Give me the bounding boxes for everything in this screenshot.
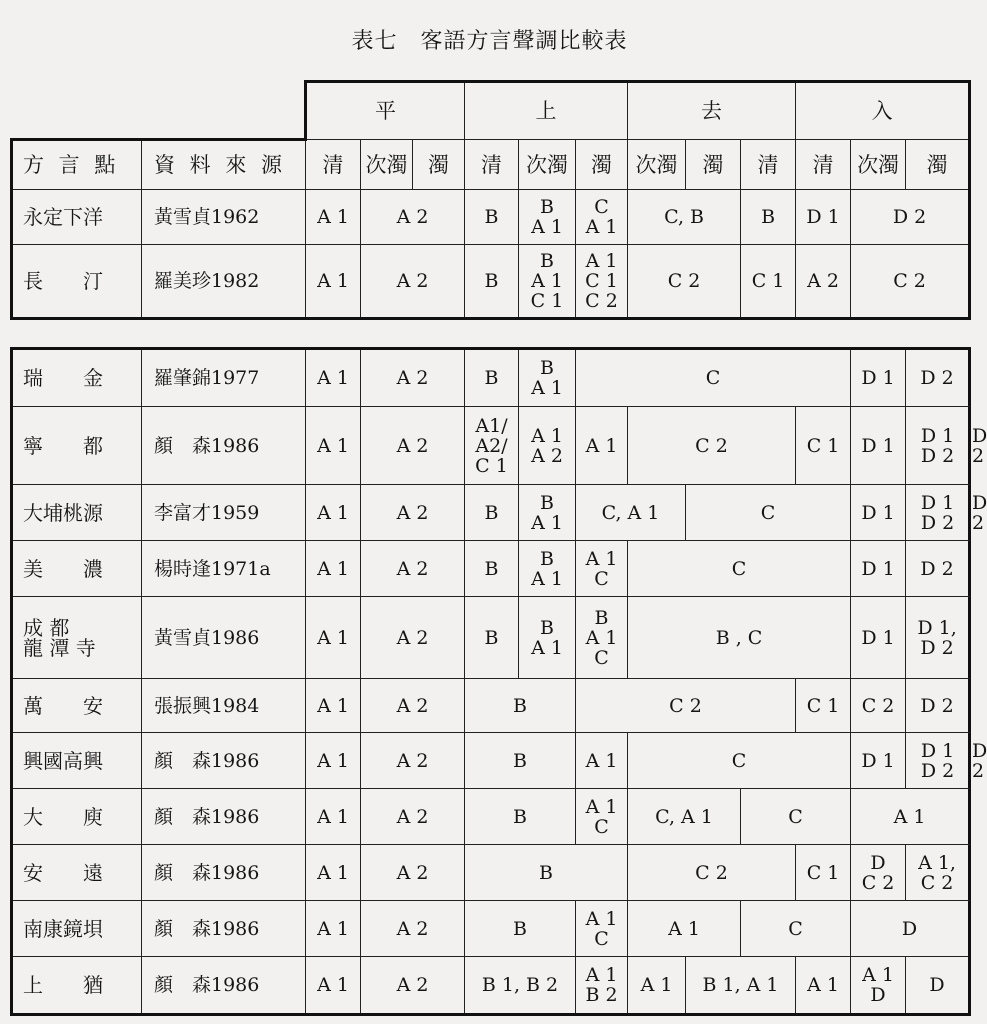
tone-cell-line: D 1 bbox=[920, 739, 955, 762]
tone-cell: A 1 bbox=[306, 597, 361, 679]
tone-cell: B , C bbox=[628, 597, 851, 679]
tone-cell: D 1 bbox=[851, 733, 906, 789]
tone-cell: A 2 bbox=[361, 733, 465, 789]
tone-cell: B bbox=[465, 190, 519, 245]
tone-cell-line: C bbox=[594, 646, 609, 669]
col-header: 次濁 bbox=[628, 140, 686, 190]
tone-cell-line: B bbox=[540, 196, 554, 218]
data-source: 顏 森1986 bbox=[142, 789, 306, 845]
tone-cell: B bbox=[465, 733, 576, 789]
tone-cell-line: A 1 bbox=[585, 964, 618, 986]
tone-cell bbox=[576, 597, 628, 679]
data-source: 顏 森1986 bbox=[142, 901, 306, 957]
tone-cell-line: C 1 bbox=[530, 290, 564, 312]
tone-cell: C bbox=[628, 733, 851, 789]
tone-cell-line: D bbox=[870, 984, 886, 1006]
tone-cell: A 2 bbox=[361, 789, 465, 845]
tone-cell-line: A 1 bbox=[585, 216, 618, 238]
tone-cell bbox=[576, 190, 628, 245]
tone-table-bottom bbox=[10, 347, 987, 1016]
tone-cell bbox=[851, 845, 906, 901]
tone-cell: B 1, B 2 bbox=[465, 957, 576, 1015]
tone-cell bbox=[906, 733, 970, 789]
dialect-place: 萬 安 bbox=[12, 679, 142, 733]
table-row: 興國高興 顏 森1986 A 1 A 2 B A 1 C D 1 D 1 D 2 D 2 bbox=[12, 733, 970, 789]
tone-cell bbox=[576, 245, 628, 319]
tone-cell: A 1 bbox=[576, 733, 628, 789]
tone-cell bbox=[519, 245, 576, 319]
tone-cell: A 2 bbox=[361, 485, 465, 541]
tone-cell: B bbox=[465, 597, 519, 679]
tone-cell: C bbox=[741, 789, 851, 845]
tone-cell: C 1 bbox=[796, 407, 851, 485]
tone-cell-line: B bbox=[594, 606, 609, 629]
tone-cell: A 2 bbox=[796, 245, 851, 319]
group-header-shang: 上 bbox=[465, 82, 628, 140]
tone-cell: A 2 bbox=[361, 901, 465, 957]
tone-cell: A 1, C 2 bbox=[906, 845, 970, 901]
tone-cell: A 2 bbox=[361, 349, 465, 407]
tone-cell-line: D 2 bbox=[920, 511, 955, 534]
tone-cell: D 1 bbox=[851, 485, 906, 541]
dialect-place: 南康鏡垻 bbox=[12, 901, 142, 957]
tone-cell: A 2 bbox=[361, 190, 465, 245]
table-row bbox=[12, 679, 970, 733]
tone-cell-line: A 1 bbox=[585, 795, 618, 818]
table-row: 寧 都 顏 森1986 A 1 A 2 A1/ A2/ C 1 A 1 A 2 A 1 C 2 C 1 D 1 D 1 D 2 D 2 bbox=[12, 407, 970, 485]
col-header: 資 料 來 源 bbox=[142, 140, 306, 190]
tone-cell: C, A 1 bbox=[576, 485, 686, 541]
tone-cell: A 1 bbox=[628, 957, 686, 1015]
tone-cell-line: A 1 bbox=[531, 377, 563, 399]
tone-cell-line: D 2 bbox=[920, 444, 955, 467]
table-row bbox=[12, 957, 970, 1015]
col-header: 清 bbox=[465, 140, 519, 190]
group-header-ping: 平 bbox=[306, 82, 465, 140]
tone-cell: D 1 bbox=[851, 349, 906, 407]
tone-cell: A 2 bbox=[361, 957, 465, 1015]
tone-cell bbox=[576, 789, 628, 845]
tone-cell-line: A1/ bbox=[475, 414, 508, 437]
col-header: 清 bbox=[306, 140, 361, 190]
tone-cell: B bbox=[465, 541, 519, 597]
tone-cell: A 1 bbox=[306, 407, 361, 485]
tone-cell: B bbox=[465, 349, 519, 407]
tone-cell: C 1 bbox=[796, 845, 851, 901]
tone-cell-line: C bbox=[594, 815, 609, 838]
tone-cell: A 2 bbox=[361, 679, 465, 733]
tone-cell-line: C 2 bbox=[585, 290, 618, 312]
tone-cell-line: A 1 bbox=[585, 626, 618, 649]
tone-cell bbox=[906, 407, 970, 485]
tone-cell: D 2 bbox=[906, 349, 970, 407]
tone-cell: C 2 bbox=[851, 245, 970, 319]
tone-cell-line: A 1 bbox=[531, 270, 563, 292]
col-header: 次濁 bbox=[851, 140, 906, 190]
tone-cell: A 1 bbox=[306, 957, 361, 1015]
dialect-place: 永定下洋 bbox=[12, 190, 142, 245]
tone-cell: A 1 bbox=[306, 190, 361, 245]
tone-cell-line: A 1 bbox=[531, 567, 563, 590]
tone-cell bbox=[519, 349, 576, 407]
tone-cell-line: B bbox=[540, 357, 554, 379]
tone-cell: D 2 bbox=[851, 190, 970, 245]
table-row bbox=[12, 541, 970, 597]
data-source: 李富才1959 bbox=[142, 485, 306, 541]
tone-cell: A 1 bbox=[796, 957, 851, 1015]
tone-cell bbox=[576, 957, 628, 1015]
tone-cell: C 2 bbox=[628, 845, 796, 901]
data-source: 顏 森1986 bbox=[142, 845, 306, 901]
col-header: 次濁 bbox=[519, 140, 576, 190]
tone-cell-line: C 2 bbox=[861, 871, 895, 894]
data-source: 羅美珍1982 bbox=[142, 245, 306, 319]
tone-cell: A 2 bbox=[361, 245, 465, 319]
blank-corner bbox=[12, 82, 306, 140]
group-header-qu: 去 bbox=[628, 82, 796, 140]
tone-cell: A 2 bbox=[361, 597, 465, 679]
col-header: 濁 bbox=[413, 140, 465, 190]
tone-cell-line: A 1 bbox=[585, 547, 618, 570]
col-header: 濁 bbox=[576, 140, 628, 190]
group-header-ru: 入 bbox=[796, 82, 970, 140]
data-source: 張振興1984 bbox=[142, 679, 306, 733]
tone-cell-line: A 1 bbox=[585, 907, 618, 930]
tone-cell bbox=[576, 901, 628, 957]
tone-cell bbox=[519, 597, 576, 679]
tone-cell-line: 龍 潭 寺 bbox=[23, 635, 96, 660]
tone-cell-line: C bbox=[594, 196, 609, 218]
tone-cell-line: D bbox=[870, 851, 886, 874]
data-source: 楊時逢1971a bbox=[142, 541, 306, 597]
tone-cell-line: C bbox=[594, 567, 609, 590]
tone-cell-line: B bbox=[540, 616, 554, 639]
dialect-place: 安 遠 bbox=[12, 845, 142, 901]
tone-cell: C 2 bbox=[628, 407, 796, 485]
col-header: 清 bbox=[741, 140, 796, 190]
table-row bbox=[12, 190, 970, 245]
tone-cell: D 1, D 2 bbox=[906, 597, 970, 679]
tone-cell bbox=[519, 407, 576, 485]
tone-cell: A 1 bbox=[306, 845, 361, 901]
tone-cell: B bbox=[465, 245, 519, 319]
table-row bbox=[12, 349, 970, 407]
tone-cell: C 1 bbox=[796, 679, 851, 733]
tone-cell: A 1 bbox=[306, 349, 361, 407]
data-source: 羅肇錦1977 bbox=[142, 349, 306, 407]
col-header: 方 言 點 bbox=[12, 140, 142, 190]
tone-cell: B bbox=[465, 485, 519, 541]
tone-cell: C bbox=[628, 541, 851, 597]
data-source: 顏 森1986 bbox=[142, 957, 306, 1015]
dialect-place bbox=[12, 597, 142, 679]
page-title: 表七 客語方言聲調比較表 bbox=[351, 29, 628, 54]
tone-cell: C 2 bbox=[628, 245, 741, 319]
tone-cell-line: D 2 bbox=[920, 759, 955, 782]
tone-cell bbox=[519, 190, 576, 245]
tone-cell-line: A 1 bbox=[531, 511, 563, 534]
tone-cell: A 1 bbox=[306, 733, 361, 789]
tone-cell: A 1 bbox=[306, 245, 361, 319]
tone-cell: C bbox=[686, 485, 851, 541]
tone-cell-line: D 1 bbox=[920, 491, 955, 514]
data-source: 黃雪貞1962 bbox=[142, 190, 306, 245]
dialect-place: 興國高興 bbox=[12, 733, 142, 789]
col-header: 清 bbox=[796, 140, 851, 190]
table-row: 大埔桃源 李富才1959 A 1 A 2 B B A 1 C, A 1 C D 1 D 1 D 2 D 2 bbox=[12, 485, 970, 541]
tone-cell: D bbox=[906, 957, 970, 1015]
dialect-place: 大埔桃源 bbox=[12, 485, 142, 541]
tone-cell-line: B 2 bbox=[585, 984, 618, 1006]
dialect-place: 寧 都 bbox=[12, 407, 142, 485]
table-row bbox=[12, 845, 970, 901]
tone-cell: A 1 bbox=[306, 541, 361, 597]
dialect-place: 長 汀 bbox=[12, 245, 142, 319]
tone-cell: C bbox=[741, 901, 851, 957]
tone-cell: B 1, A 1 bbox=[686, 957, 796, 1015]
col-header: 濁 bbox=[906, 140, 970, 190]
data-source: 顏 森1986 bbox=[142, 733, 306, 789]
table-row bbox=[12, 245, 970, 319]
tone-cell: A 2 bbox=[361, 845, 465, 901]
tone-cell-line: C bbox=[594, 927, 609, 950]
tone-cell: D 2 bbox=[906, 541, 970, 597]
tone-cell-line: B bbox=[540, 547, 554, 570]
tone-cell: D bbox=[851, 901, 970, 957]
tone-cell: D 2 bbox=[906, 679, 970, 733]
data-source: 黃雪貞1986 bbox=[142, 597, 306, 679]
tone-cell: B bbox=[465, 901, 576, 957]
tone-cell bbox=[519, 485, 576, 541]
tone-cell-line: A 1 bbox=[862, 964, 894, 986]
table-row bbox=[12, 901, 970, 957]
tone-cell: A 1 bbox=[306, 679, 361, 733]
data-source: 顏 森1986 bbox=[142, 407, 306, 485]
tone-cell: D 1 bbox=[851, 541, 906, 597]
tone-cell: A 1 bbox=[628, 901, 741, 957]
table-row bbox=[12, 597, 970, 679]
tone-cell: A 1 bbox=[576, 407, 628, 485]
tone-cell-line: C 1 bbox=[585, 270, 618, 292]
tone-cell-line: 成 都 bbox=[23, 615, 70, 640]
tone-cell bbox=[851, 957, 906, 1015]
tone-cell bbox=[519, 541, 576, 597]
tone-cell: C 2 bbox=[851, 679, 906, 733]
tone-cell-line: A 2 bbox=[531, 444, 563, 467]
tone-cell: C 2 bbox=[576, 679, 796, 733]
tone-cell: C, B bbox=[628, 190, 741, 245]
tone-cell: A 1 bbox=[306, 789, 361, 845]
tone-cell: A 1 bbox=[851, 789, 970, 845]
tone-cell: D 1 bbox=[796, 190, 851, 245]
tone-cell: B bbox=[465, 679, 576, 733]
dialect-place: 美 濃 bbox=[12, 541, 142, 597]
tone-cell-line: A2/ bbox=[475, 434, 508, 457]
tone-cell: A 1 bbox=[306, 901, 361, 957]
tone-cell-line: C 1 bbox=[475, 454, 508, 477]
tone-cell-line: A 1 bbox=[531, 424, 563, 447]
tone-cell: C, A 1 bbox=[628, 789, 741, 845]
tone-cell: B bbox=[465, 789, 576, 845]
dialect-place: 瑞 金 bbox=[12, 349, 142, 407]
tone-cell: C 1 bbox=[741, 245, 796, 319]
col-header: 濁 bbox=[686, 140, 741, 190]
tone-cell-line: D 1 bbox=[920, 424, 955, 447]
tone-cell: A 1 bbox=[306, 485, 361, 541]
tone-cell: A 2 bbox=[361, 407, 465, 485]
tone-cell-line: A 1 bbox=[585, 250, 618, 272]
table-row bbox=[12, 789, 970, 845]
tone-cell: D 1 bbox=[851, 407, 906, 485]
tone-cell: B bbox=[741, 190, 796, 245]
tone-cell-line: B bbox=[540, 491, 554, 514]
tone-cell-line: A 1 bbox=[531, 636, 563, 659]
dialect-place: 大 庾 bbox=[12, 789, 142, 845]
tone-cell-line: B bbox=[540, 250, 554, 272]
tone-table-top bbox=[10, 80, 971, 320]
tone-cell: D 1 bbox=[851, 597, 906, 679]
tone-cell bbox=[576, 541, 628, 597]
col-header: 次濁 bbox=[361, 140, 413, 190]
tone-cell: C bbox=[576, 349, 851, 407]
dialect-place: 上 猶 bbox=[12, 957, 142, 1015]
tone-cell bbox=[465, 407, 519, 485]
tone-cell: B bbox=[465, 845, 628, 901]
tone-cell-line: A 1 bbox=[531, 216, 563, 238]
tone-cell bbox=[906, 485, 970, 541]
tone-cell: A 2 bbox=[361, 541, 465, 597]
